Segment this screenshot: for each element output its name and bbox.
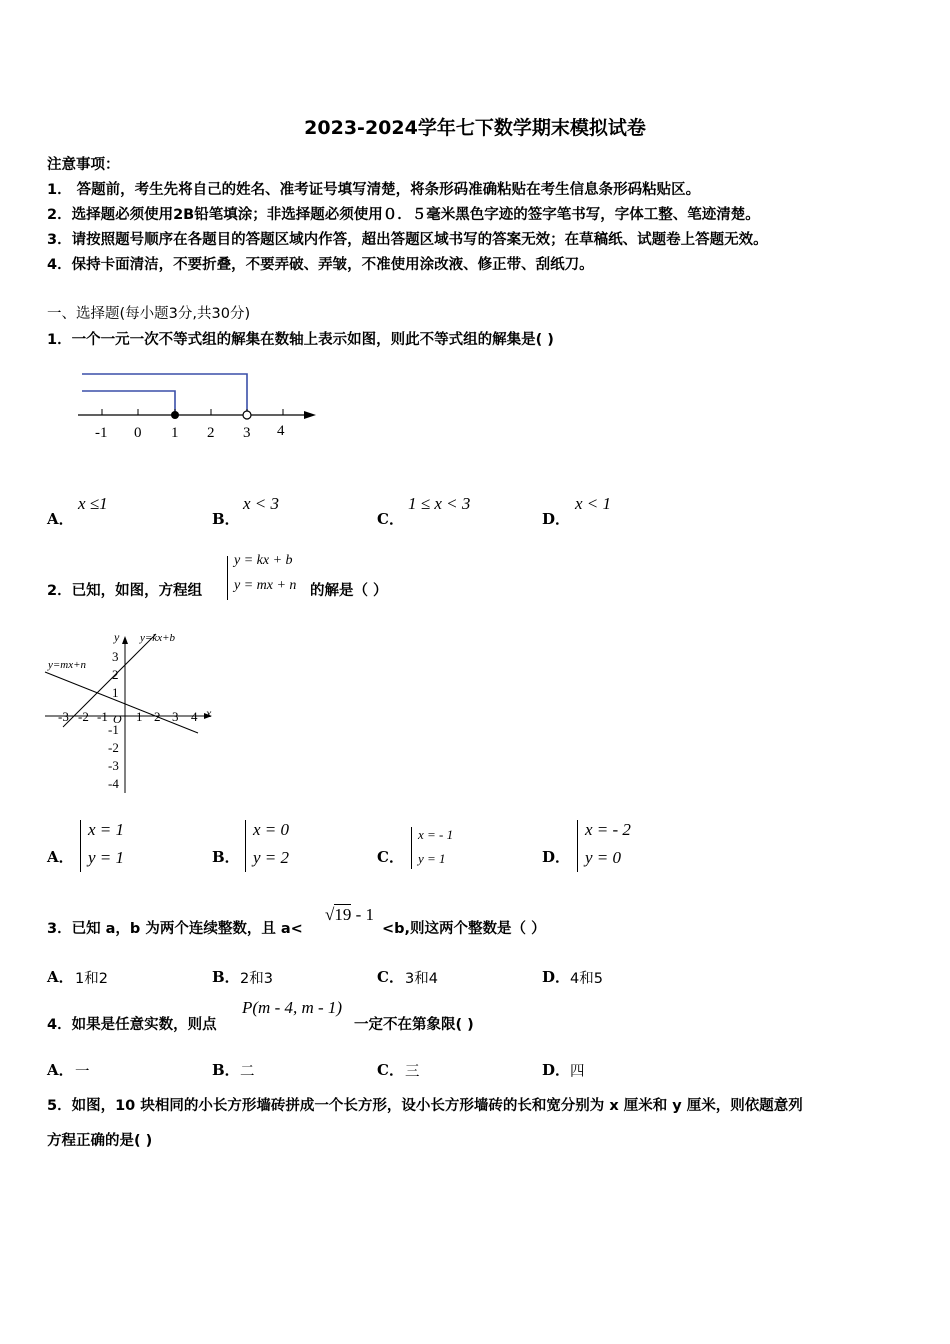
option-value: x ≤1 (78, 494, 108, 513)
option-label[interactable]: C． (377, 510, 404, 528)
x-tick-label: -2 (78, 709, 89, 724)
option-value: y = 0 (585, 848, 622, 867)
option-value: x = - 1 (418, 827, 454, 842)
option-value: x = 1 (88, 820, 125, 839)
option-label[interactable]: B． (212, 848, 240, 866)
option-value: 1和2 (75, 971, 108, 987)
y-tick-label: 3 (112, 649, 119, 664)
question-4-text: 4．如果是任意实数，则点 (47, 1017, 217, 1033)
open-point-3 (243, 411, 251, 419)
option-value: 二 (240, 1064, 255, 1080)
option-label[interactable]: C． (377, 968, 404, 986)
option-value: 三 (405, 1064, 420, 1080)
notice-item: 4．保持卡面清洁，不要折叠，不要弄破、弄皱，不准使用涂改液、修正带、刮纸刀。 (47, 257, 594, 273)
y-tick-label: 2 (112, 667, 119, 682)
x-axis-label: x (206, 706, 212, 720)
question-1-text: 1．一个一元一次不等式组的解集在数轴上表示如图，则此不等式组的解集是( ) (47, 332, 554, 348)
option-label[interactable]: D． (542, 1061, 571, 1079)
y-axis-label: y (114, 630, 120, 644)
linear-graph-figure (40, 625, 230, 797)
option-label[interactable]: A． (47, 1061, 74, 1079)
option-value: x < 3 (243, 494, 280, 513)
y-axis-arrow-icon (122, 636, 128, 644)
tick-label: 3 (243, 425, 251, 441)
y-tick-label: 1 (112, 685, 119, 700)
tick-label: 0 (134, 425, 142, 441)
option-label[interactable]: D． (542, 510, 571, 528)
system-brace (411, 827, 412, 869)
x-tick-label: 2 (154, 709, 161, 724)
question-2-text: 2．已知，如图，方程组 (47, 583, 203, 599)
x-tick-label: 4 (191, 709, 198, 724)
number-line-figure (70, 365, 330, 445)
axis-arrow-icon (304, 411, 316, 419)
section-heading: 一、选择题(每小题3分,共30分) (47, 306, 251, 322)
option-label[interactable]: C． (377, 848, 404, 866)
question-4-text-end: 一定不在第象限( ) (354, 1017, 474, 1033)
question-2-text-end: 的解是（ ） (310, 583, 388, 599)
option-value: 1 ≤ x < 3 (408, 494, 471, 513)
x-tick-label: -1 (97, 709, 108, 724)
sqrt-expression (325, 905, 374, 925)
x-tick-label: 1 (136, 709, 143, 724)
radical-sign-icon: √ (325, 905, 335, 924)
origin-label: O (113, 712, 122, 726)
notice-item: 3．请按照题号顺序在各题目的答题区域内作答，超出答题区域书写的答案无效；在草稿纸、试题卷上答题无效。 (47, 232, 768, 248)
notice-item: 2．选择题必须使用2B铅笔填涂；非选择题必须使用０．５毫米黑色字迹的签字笔书写，字体工整、笔迹清楚。 (47, 207, 760, 223)
notice-heading: 注意事项： (47, 157, 120, 173)
equation: y = kx + b (234, 553, 293, 568)
line-label: y=mx+n (48, 659, 87, 671)
option-label[interactable]: A． (47, 510, 74, 528)
bar-at-most-1 (82, 391, 175, 415)
page-title: 2023-2024学年七下数学期末模拟试卷 (304, 117, 646, 139)
y-tick-label: -4 (108, 776, 119, 791)
option-value: x = - 2 (585, 820, 631, 839)
radicand: 19 (334, 905, 352, 924)
question-5-text: 5．如图，10 块相同的小长方形墙砖拼成一个长方形，设小长方形墙砖的长和宽分别为 x 厘米和 y 厘米，则依题意列 (47, 1098, 803, 1114)
tick-label: 1 (171, 425, 179, 441)
option-label[interactable]: D． (542, 848, 571, 866)
option-value: x < 1 (575, 494, 612, 513)
option-value: y = 2 (253, 848, 290, 867)
question-3-text-end: <b,则这两个整数是（ ） (382, 921, 546, 937)
point-expression: P(m - 4, m - 1) (242, 998, 343, 1017)
y-tick-label: -3 (108, 758, 119, 773)
minus-one: - 1 (351, 905, 375, 924)
option-label[interactable]: B． (212, 510, 240, 528)
system-brace (227, 556, 228, 600)
line-label: y=kx+b (140, 632, 175, 644)
tick-label: 4 (277, 423, 285, 439)
option-value: 3和4 (405, 971, 438, 987)
notice-item: 1． 答题前，考生先将自己的姓名、准考证号填写清楚，将条形码准确粘贴在考生信息条形码粘贴区。 (47, 182, 701, 198)
system-brace (80, 820, 81, 872)
option-value: 四 (570, 1064, 585, 1080)
y-tick-label: -1 (108, 722, 119, 737)
y-tick-label: -2 (108, 740, 119, 755)
option-label[interactable]: B． (212, 1061, 240, 1079)
option-value: 一 (75, 1064, 90, 1080)
system-brace (245, 820, 246, 872)
option-label[interactable]: A． (47, 968, 74, 986)
option-label[interactable]: D． (542, 968, 571, 986)
option-value: 4和5 (570, 971, 603, 987)
tick-label: -1 (95, 425, 108, 441)
question-5-text: 方程正确的是( ) (47, 1133, 153, 1149)
solid-point-1 (171, 411, 179, 419)
option-value: y = 1 (418, 851, 446, 866)
option-value: x = 0 (253, 820, 290, 839)
x-tick-label: -3 (58, 709, 69, 724)
option-label[interactable]: B． (212, 968, 240, 986)
tick-label: 2 (207, 425, 215, 441)
option-value: y = 1 (88, 848, 125, 867)
bar-less-than-3 (82, 374, 247, 415)
option-label[interactable]: C． (377, 1061, 404, 1079)
x-tick-label: 3 (172, 709, 179, 724)
option-value: 2和3 (240, 971, 273, 987)
equation: y = mx + n (234, 578, 297, 593)
option-label[interactable]: A． (47, 848, 74, 866)
question-3-text: 3．已知 a，b 为两个连续整数，且 a< (47, 921, 303, 937)
system-brace (577, 820, 578, 872)
